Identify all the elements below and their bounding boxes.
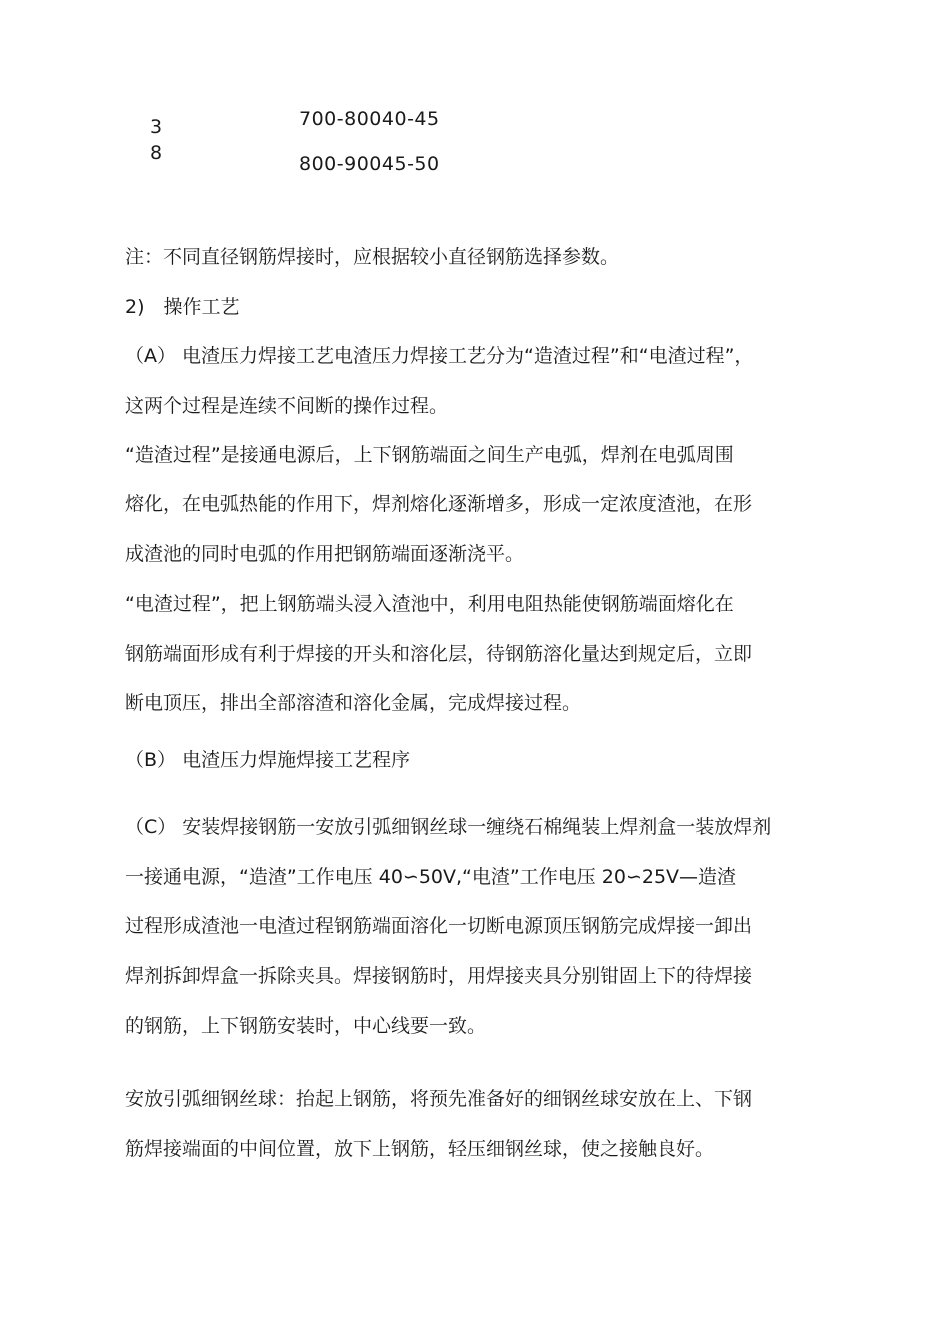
para-a-line1: （A） 电渣压力焊接工艺电渣压力焊接工艺分为“造渣过程”和“电渣过程”，: [125, 345, 754, 367]
table-row-label-line1: 3: [150, 116, 163, 138]
table-value-2: 800-90045-50: [299, 153, 440, 175]
para-c-line3: 过程形成渣池一电渣过程钢筋端面溶化一切断电源顶压钢筋完成焊接一卸出: [125, 915, 753, 937]
table-value-1: 700-80040-45: [299, 108, 440, 130]
para-c-line5: 的钢筋，上下钢筋安装时，中心线要一致。: [125, 1015, 487, 1037]
para-ball-line1: 安放引弧细钢丝球：抬起上钢筋，将预先准备好的细钢丝球安放在上、下钢: [125, 1088, 753, 1110]
table-row-label-line2: 8: [150, 142, 163, 164]
para-c-line1: （C） 安装焊接钢筋一安放引弧细钢丝球一缠绕石棉绳装上焊剂盒一装放焊剂: [125, 816, 772, 838]
para-electroslag-line2: 钢筋端面形成有利于焊接的开头和溶化层，待钢筋溶化量达到规定后，立即: [125, 643, 753, 665]
para-electroslag-line3: 断电顶压，排出全部溶渣和溶化金属，完成焊接过程。: [125, 692, 582, 714]
para-a-line2: 这两个过程是连续不间断的操作过程。: [125, 395, 449, 417]
para-slag-line2: 熔化，在电弧热能的作用下，焊剂熔化逐渐增多，形成一定浓度渣池，在形: [125, 493, 753, 515]
para-b: （B） 电渣压力焊施焊接工艺程序: [125, 749, 411, 771]
para-ball-line2: 筋焊接端面的中间位置，放下上钢筋，轻压细钢丝球，使之接触良好。: [125, 1138, 715, 1160]
section-heading: 2) 操作工艺: [125, 296, 240, 318]
para-electroslag-line1: “电渣过程”，把上钢筋端头浸入渣池中，利用电阻热能使钢筋端面熔化在: [125, 593, 734, 615]
para-slag-line3: 成渣池的同时电弧的作用把钢筋端面逐渐浇平。: [125, 543, 525, 565]
note-text: 注：不同直径钢筋焊接时，应根据较小直径钢筋选择参数。: [125, 246, 620, 268]
para-c-line2: 一接通电源，“造渣”工作电压 40∽50V,“电渣”工作电压 20∽25V—造渣: [125, 866, 737, 888]
para-c-line4: 焊剂拆卸焊盒一拆除夹具。焊接钢筋时，用焊接夹具分别钳固上下的待焊接: [125, 965, 753, 987]
para-slag-line1: “造渣过程”是接通电源后，上下钢筋端面之间生产电弧，焊剂在电弧周围: [125, 444, 734, 466]
